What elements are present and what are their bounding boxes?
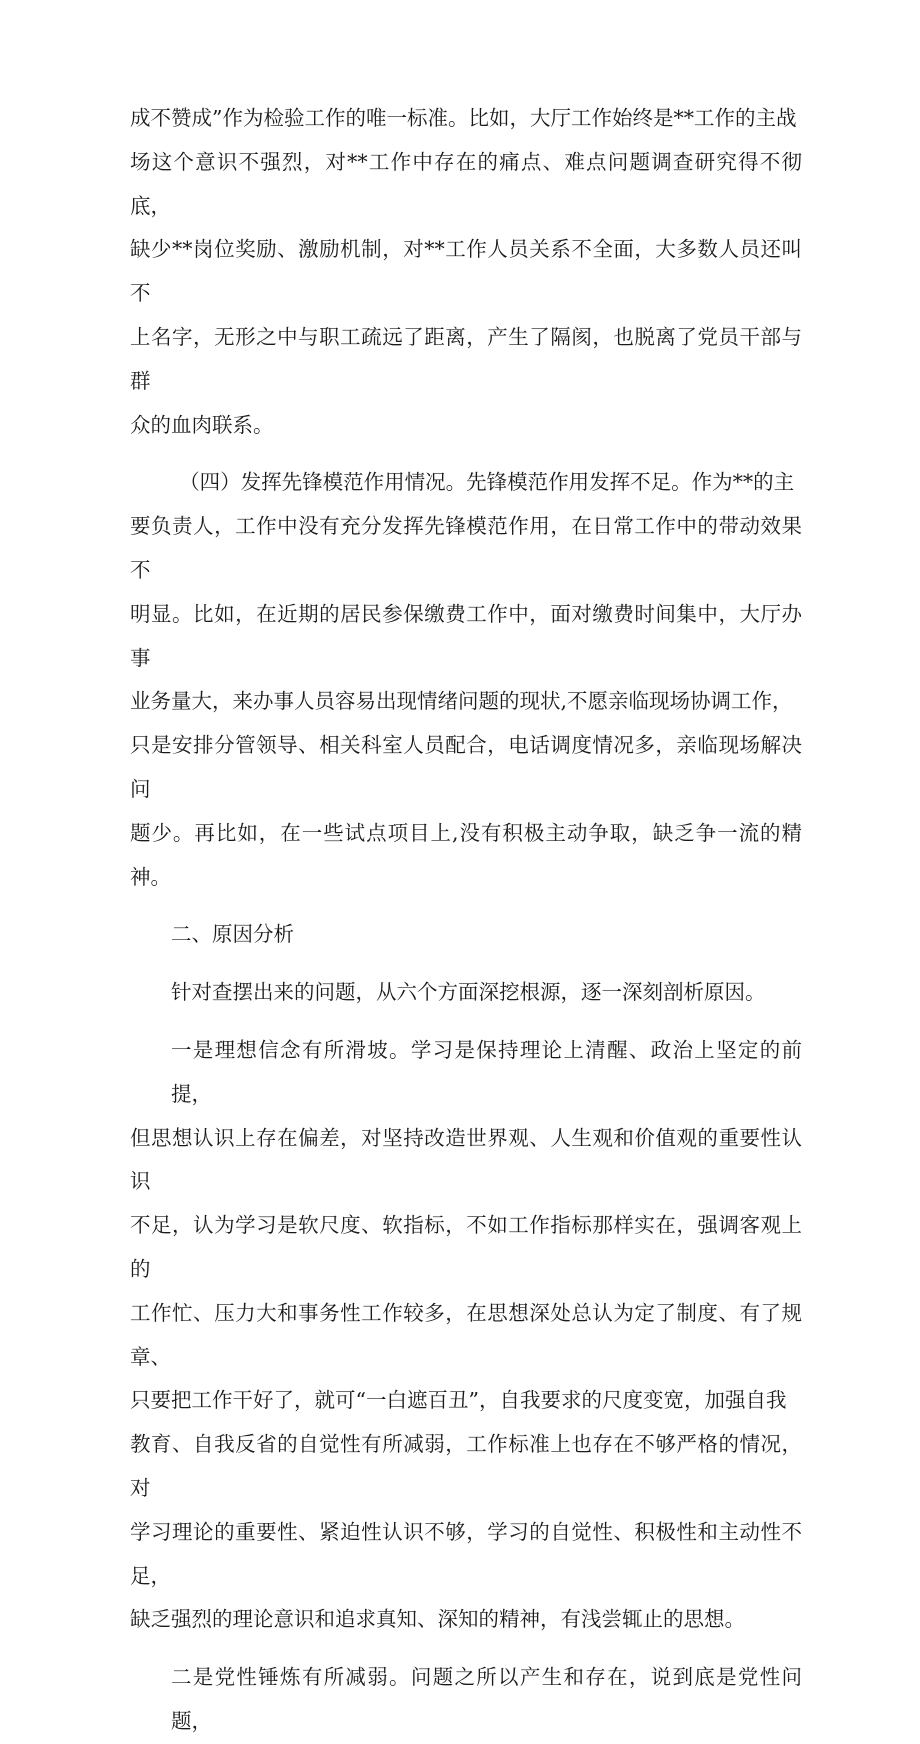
text-line: 学习理论的重要性、紧迫性认识不够，学习的自觉性、积极性和主动性不足， xyxy=(130,1519,802,1588)
text-line: 缺少**岗位奖励、激励机制，对**工作人员关系不全面，大多数人员还叫不 xyxy=(130,237,802,306)
text-line: 但思想认识上存在偏差，对坚持改造世界观、人生观和价值观的重要性认识 xyxy=(130,1125,802,1194)
heading-text: 二、原因分析 xyxy=(171,922,294,947)
text-line: 不足，认为学习是软尺度、软指标，不如工作指标那样实在，强调客观上的 xyxy=(130,1213,802,1281)
text-line: 二是党性锤炼有所减弱。问题之所以产生和存在，说到底是党性问题， xyxy=(171,1665,802,1733)
text-line: 工作忙、压力大和事务性工作较多，在思想深处总认为定了制度、有了规章、 xyxy=(130,1300,802,1369)
text-line: 要负责人，工作中没有充分发挥先锋模范作用，在日常工作中的带动效果不 xyxy=(130,514,802,582)
text-line: 业务量大，来办事人员容易出现情绪问题的现状,不愿亲临现场协调工作， xyxy=(130,689,793,714)
text-line: 教育、自我反省的自觉性有所减弱，工作标准上也存在不够严格的情况，对 xyxy=(130,1432,802,1500)
text-line: 上名字，无形之中与职工疏远了距离，产生了隔阂，也脱离了党员干部与群 xyxy=(130,324,802,393)
text-line: 只是安排分管领导、相关科室人员配合，电话调度情况多，亲临现场解决问 xyxy=(130,733,802,801)
text-line: 针对查摆出来的问题，从六个方面深挖根源，逐一深刻剖析原因。 xyxy=(171,980,766,1005)
paragraph-vanguard-role xyxy=(130,461,802,899)
section-heading xyxy=(130,913,802,957)
document-body xyxy=(130,97,802,1744)
text-line: 只要把工作干好了，就可“一白遮百丑”，自我要求的尺度变宽，加强自我 xyxy=(130,1388,787,1413)
paragraph-intro xyxy=(130,971,802,1015)
paragraph-ideals xyxy=(130,1029,802,1642)
paragraph-party-spirit xyxy=(130,1656,802,1744)
text-line: 题少。再比如，在一些试点项目上,没有积极主动争取，缺乏争一流的精神。 xyxy=(130,820,802,889)
text-line: 场这个意识不强烈，对**工作中存在的痛点、难点问题调查研究得不彻底， xyxy=(130,149,802,218)
text-line: 众的血肉联系。 xyxy=(130,412,274,437)
paragraph-continuation xyxy=(130,97,802,447)
text-line: （四）发挥先锋模范作用情况。先锋模范作用发挥不足。作为**的主 xyxy=(179,470,795,495)
text-line: 一是理想信念有所滑坡。学习是保持理论上清醒、政治上坚定的前提， xyxy=(171,1037,802,1106)
text-line: 明显。比如，在近期的居民参保缴费工作中，面对缴费时间集中，大厅办事 xyxy=(130,601,802,670)
text-line: 缺乏强烈的理论意识和追求真知、深知的精神，有浅尝辄止的思想。 xyxy=(130,1607,745,1632)
text-line: 成不赞成”作为检验工作的唯一标准。比如，大厅工作始终是**工作的主战 xyxy=(130,106,797,130)
